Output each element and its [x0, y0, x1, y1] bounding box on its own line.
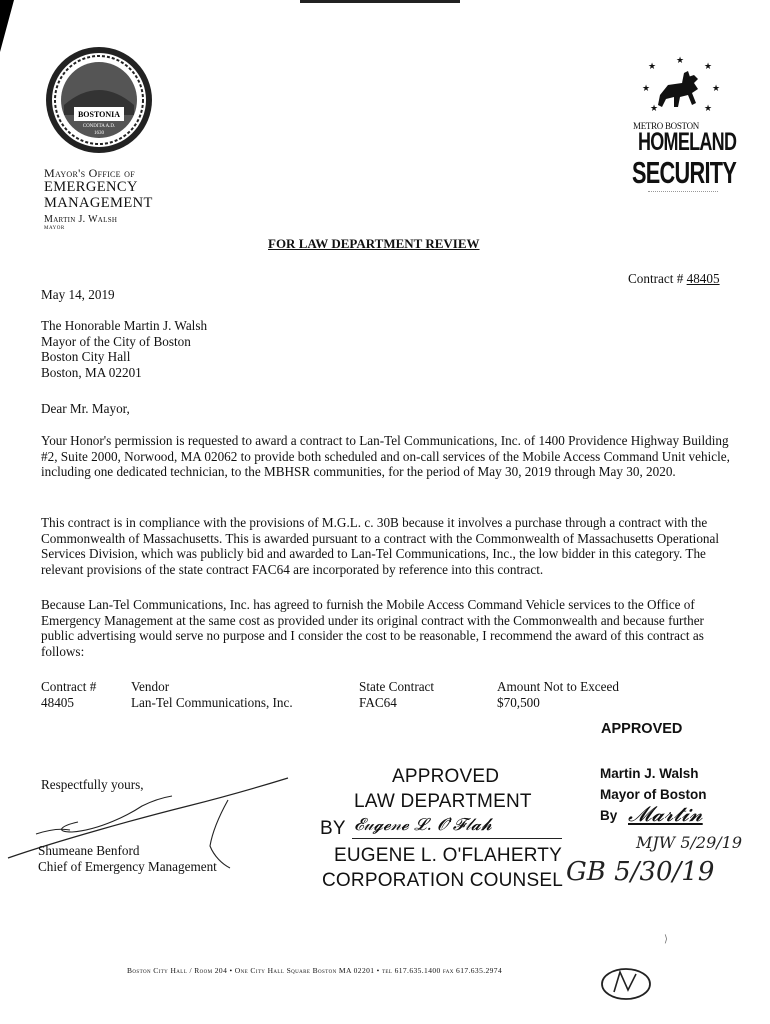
homeland-label: HOMELAND: [638, 128, 737, 156]
svg-text:★: ★: [676, 55, 685, 65]
seal-text-condita: CONDITA A.D.: [82, 124, 116, 129]
seal-text-year: 1630: [94, 131, 104, 136]
signer-name: Shumeane Benford: [38, 843, 140, 858]
mayor-name-header: Martin J. Walsh: [44, 214, 118, 225]
svg-text:★: ★: [648, 61, 657, 71]
law-department-label: LAW DEPARTMENT: [354, 791, 532, 812]
contract-table-cell-state: FAC64: [359, 695, 397, 710]
svg-text:★: ★: [704, 61, 713, 71]
horse-rider-logo-icon: [638, 55, 724, 119]
contract-table-header-contract: Contract #: [41, 679, 97, 694]
svg-text:★: ★: [704, 103, 713, 113]
letter-date: May 14, 2019: [41, 287, 115, 302]
svg-text:★: ★: [650, 103, 659, 113]
seal-text-bostonia: BOSTONIA: [77, 110, 121, 119]
law-approved-label: APPROVED: [392, 766, 500, 787]
security-label: SECURITY: [632, 155, 737, 190]
law-counsel-name: EUGENE L. O'FLAHERTY: [334, 845, 562, 866]
mayor-signature-icon: 𝓜𝓪𝓻𝓽𝓲𝓷: [628, 802, 703, 826]
scan-corner-mark: [0, 0, 14, 52]
mayor-handwritten-date: MJW 5/29/19: [636, 833, 743, 852]
svg-text:★: ★: [712, 83, 721, 93]
mayor-title: Mayor of Boston: [600, 787, 707, 802]
address-line: Mayor of the City of Boston: [41, 333, 191, 349]
address-line: Boston, MA 02201: [41, 364, 142, 380]
contract-table-cell-vendor: Lan-Tel Communications, Inc.: [131, 695, 293, 710]
mayor-by-label: By: [600, 808, 618, 823]
contract-ref-prefix: Contract #: [628, 271, 687, 286]
office-line2: EMERGENCY: [44, 179, 138, 195]
review-title: FOR LAW DEPARTMENT REVIEW: [268, 236, 480, 251]
contract-table-header-vendor: Vendor: [131, 679, 170, 694]
body-paragraph-3: Because Lan-Tel Communications, Inc. has agreed to furnish the Mobile Access Command Vehicle services to the Office of Emergency Management at the same cost as provided under its original contract with the Commonwealth and because further public advertising would serve no purpose and I consider the cost to be reasonable, I recommend the award of this contract as follows:: [41, 597, 704, 659]
mayor-approved-label: APPROVED: [601, 721, 683, 737]
address-line: Boston City Hall: [41, 349, 131, 365]
law-by-label: BY: [320, 818, 346, 839]
body-paragraph-2: This contract is in compliance with the provisions of M.G.L. c. 30B because it involves a purchase through a contract with the Commonwealth of Massachusetts. This is awarded pursuant to a contract with the Commonwealth of Massachusetts Operational Services Division, which was publicly bid and awarded to Lan-Tel Communications, Inc., the low bidder in this category. The relevant provisions of the state contract FAC64 are incorporated by reference into this contract.: [41, 515, 720, 577]
contract-reference: [628, 271, 720, 287]
salutation: Dear Mr. Mayor,: [41, 401, 130, 416]
law-signature-icon: 𝓔𝓊𝓰𝓮𝓃𝓮 𝓛. 𝓞'𝓕𝓁𝓪𝓱: [354, 815, 492, 835]
scan-top-mark: [300, 0, 460, 3]
mayor-title-header: MAYOR: [44, 226, 65, 231]
contract-table-cell-contract: 48405: [41, 695, 74, 710]
scan-speck: ⟩: [664, 934, 668, 945]
law-counsel-title: CORPORATION COUNSEL: [322, 870, 563, 891]
logo-tagline-decoration: [648, 191, 718, 192]
signer-title: Chief of Emergency Management: [38, 859, 217, 874]
body-paragraph-1: Your Honor's permission is requested to award a contract to Lan-Tel Communications, Inc. of 1400 Providence Highway Building #2, Suite 2000, Norwood, MA 02062 to provide both scheduled and on-call services of the Mobile Access Command Unit vehicle, including one dedicated technician, to the MBHSR communities, for the period of May 30, 2019 through May 30, 2020.: [41, 433, 730, 480]
contract-table-cell-amount: $70,500: [497, 695, 540, 710]
office-line3: MANAGEMENT: [44, 195, 153, 211]
mayor-name: Martin J. Walsh: [600, 766, 699, 781]
address-line: The Honorable Martin J. Walsh: [41, 318, 208, 333]
recipient-address: [41, 318, 207, 380]
circled-initial-icon: [598, 964, 654, 1004]
city-seal-icon: [44, 45, 154, 155]
contract-table-header-amount: Amount Not to Exceed: [497, 679, 619, 694]
metro-boston-label: METRO BOSTON: [633, 121, 699, 131]
closing: Respectfully yours,: [41, 777, 144, 792]
office-line1: Mayor's Office of: [44, 166, 135, 180]
contract-table-header-state: State Contract: [359, 679, 435, 694]
svg-text:★: ★: [642, 83, 651, 93]
footer-address: Boston City Hall / Room 204 • One City Hall Square Boston MA 02201 • tel 617.635.1400 fax 617.635.2974: [127, 966, 503, 975]
handwritten-initials-date: GB 5/30/19: [566, 857, 715, 887]
law-signature-line: [352, 838, 562, 839]
contract-ref-number: 48405: [686, 271, 720, 286]
